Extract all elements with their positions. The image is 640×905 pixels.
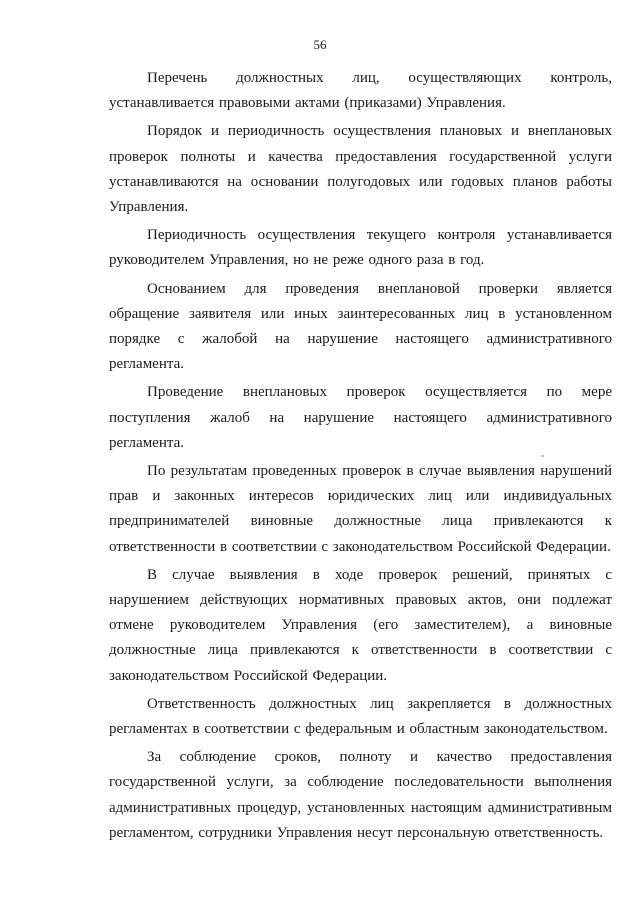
page-number: 56 — [313, 37, 327, 52]
paragraph-official-responsibility: Ответственность должностных лиц закрепляется в должностных регламентах в соответствии с федеральным и областным законодательством. — [109, 695, 612, 738]
scan-speck — [541, 455, 544, 457]
paragraph-control-officials: Перечень должностных лиц, осуществляющих контроль, устанавливается правовыми актами (приказами) Управления. — [109, 70, 612, 112]
paragraph-unscheduled-inspection-timing: Проведение внеплановых проверок осуществляется по мере поступления жалоб на нарушение настоящего административного регламента. — [109, 384, 612, 451]
document-body — [109, 66, 612, 849]
paragraph-inspection-results: По результатам проведенных проверок в случае выявления нарушений прав и законных интересов юридических лиц или индивидуальных предпринимателей виновные должностные лица привлекаются к ответственности в соответствии с законодательством Российской Федерации. — [109, 463, 612, 555]
paragraph-decision-violations: В случае выявления в ходе проверок решений, принятых с нарушением действующих нормативных правовых актов, они подлежат отмене руководителем Управления (его заместителем), а виновные должностные лица привлекаются к ответственности в соответствии с законодательством Российской Федерации. — [109, 566, 612, 684]
paragraph-inspection-procedure: Порядок и периодичность осуществления плановых и внеплановых проверок полноты и качества предоставления государственной услуги устанавливаются на основании полугодовых или годовых планов работы Управления. — [109, 123, 612, 216]
paragraph-current-control-frequency: Периодичность осуществления текущего контроля устанавливается руководителем Управления, но не реже одного раза в год. — [109, 227, 612, 269]
paragraph-unscheduled-inspection-grounds: Основанием для проведения внеплановой проверки является обращение заявителя или иных заинтересованных лиц в установленном порядке с жалобой на нарушение настоящего административного регламента. — [109, 280, 612, 373]
paragraph-personal-responsibility: За соблюдение сроков, полноту и качество предоставления государственной услуги, за соблюдение последовательности выполнения административных процедур, установленных настоящим административным регламентом, сотрудники Управления несут персональную ответственность. — [109, 749, 612, 841]
